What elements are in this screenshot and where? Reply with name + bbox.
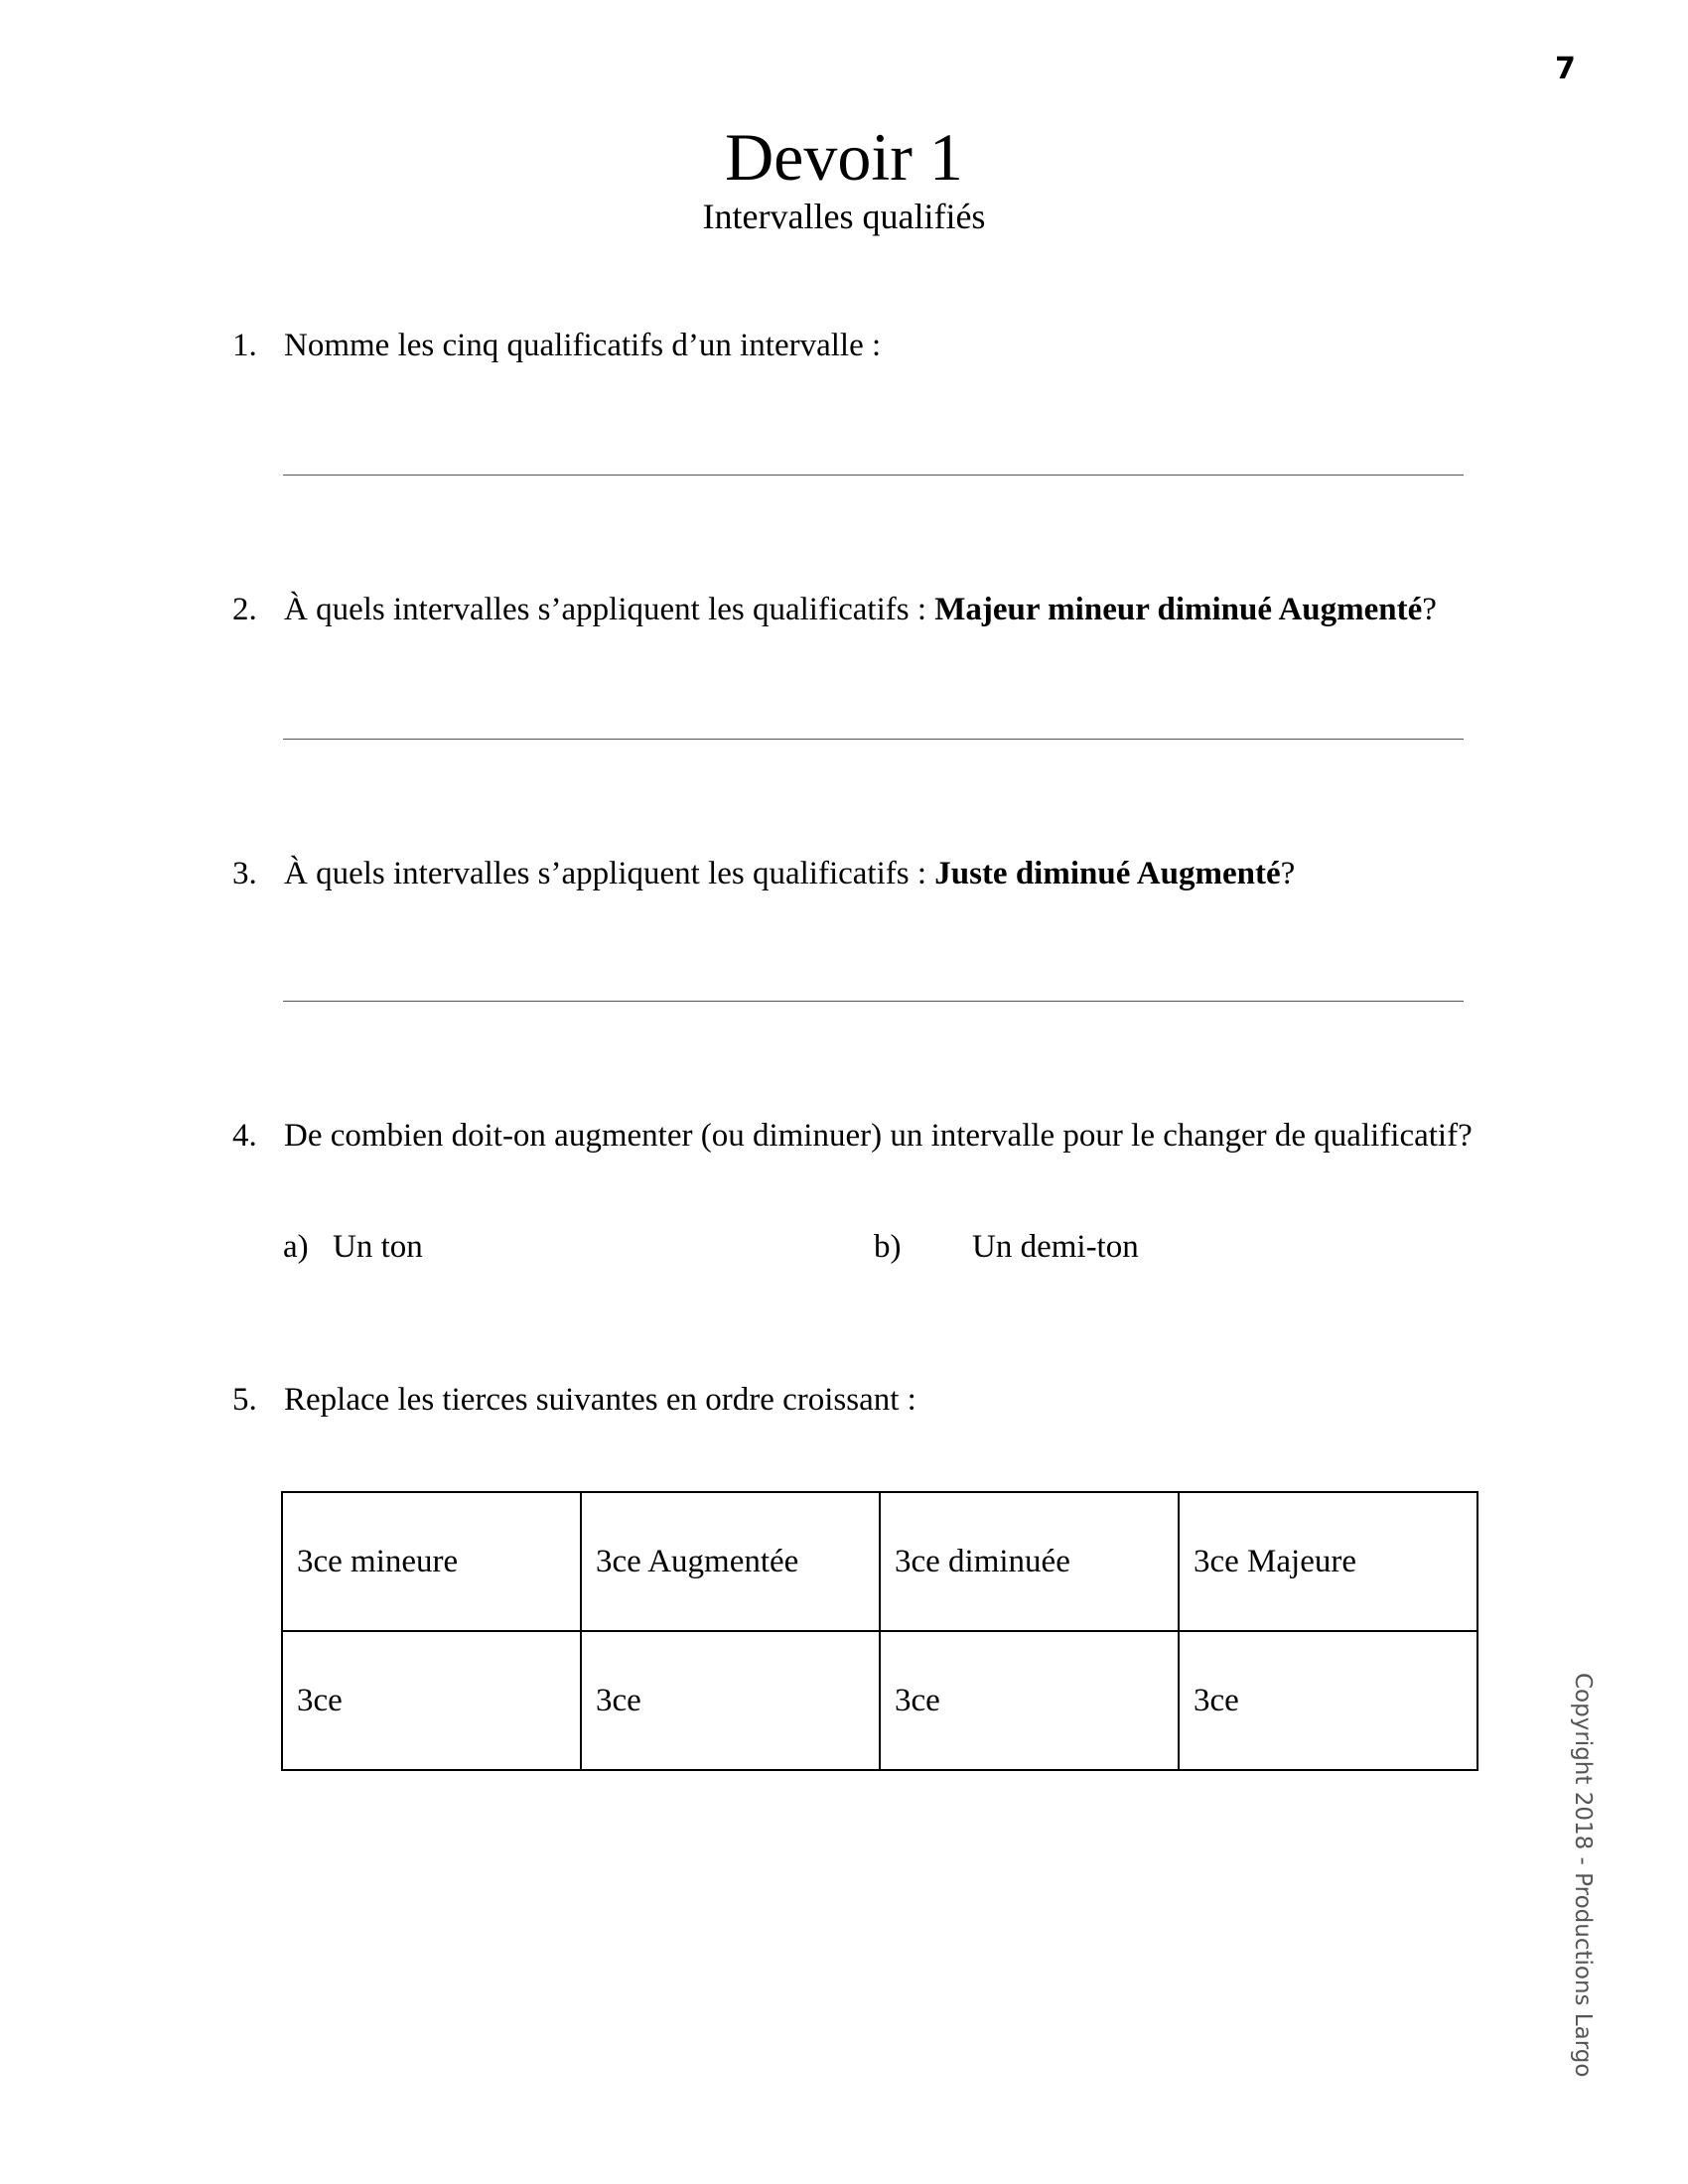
table-cell: 3ce Augmentée bbox=[581, 1492, 880, 1631]
question-number: 2. bbox=[232, 592, 257, 627]
question-bold-terms: Majeur mineur diminué Augmenté bbox=[934, 592, 1423, 627]
question-text: Nomme les cinq qualificatifs d’un intervalle : bbox=[284, 328, 882, 363]
table-cell: 3ce Majeure bbox=[1179, 1492, 1477, 1631]
table-row bbox=[282, 1631, 1477, 1770]
question-2 bbox=[232, 590, 1437, 629]
question-text: À quels intervalles s’appliquent les qualificatifs : bbox=[284, 856, 935, 891]
option-text: Un ton bbox=[333, 1229, 423, 1265]
option-text: Un demi-ton bbox=[972, 1229, 1139, 1265]
answer-line-1[interactable] bbox=[283, 475, 1464, 476]
answer-line-2[interactable] bbox=[283, 739, 1464, 740]
table-answer-cell[interactable]: 3ce bbox=[880, 1631, 1179, 1770]
question-text: Replace les tierces suivantes en ordre croissant : bbox=[284, 1382, 916, 1418]
option-letter: b) bbox=[874, 1229, 902, 1265]
question-3 bbox=[232, 854, 1295, 893]
question-end: ? bbox=[1280, 856, 1296, 891]
question-number: 1. bbox=[232, 328, 257, 363]
question-5 bbox=[232, 1380, 916, 1420]
question-4 bbox=[232, 1116, 1473, 1156]
table-cell: 3ce mineure bbox=[282, 1492, 581, 1631]
question-1 bbox=[232, 326, 881, 365]
option-b[interactable] bbox=[874, 1227, 1139, 1267]
page-number: 7 bbox=[1555, 52, 1576, 86]
question-number: 4. bbox=[232, 1118, 257, 1154]
question-text: À quels intervalles s’appliquent les qualificatifs : bbox=[284, 592, 935, 627]
option-a[interactable] bbox=[283, 1227, 423, 1267]
page-subtitle: Intervalles qualifiés bbox=[702, 197, 986, 236]
page-title: Devoir 1 bbox=[725, 119, 963, 195]
option-letter: a) bbox=[283, 1229, 309, 1265]
question-number: 3. bbox=[232, 856, 257, 891]
answer-line-3[interactable] bbox=[283, 1001, 1464, 1002]
table-answer-cell[interactable]: 3ce bbox=[282, 1631, 581, 1770]
table-answer-cell[interactable]: 3ce bbox=[581, 1631, 880, 1770]
question-end: ? bbox=[1422, 592, 1437, 627]
tierces-table bbox=[281, 1491, 1478, 1771]
question-bold-terms: Juste diminué Augmenté bbox=[934, 856, 1281, 891]
table-cell: 3ce diminuée bbox=[880, 1492, 1179, 1631]
table-row bbox=[282, 1492, 1477, 1631]
question-text: De combien doit-on augmenter (ou diminuer) un intervalle pour le changer de qualificatif? bbox=[284, 1118, 1473, 1154]
question-number: 5. bbox=[232, 1382, 257, 1418]
table-answer-cell[interactable]: 3ce bbox=[1179, 1631, 1477, 1770]
